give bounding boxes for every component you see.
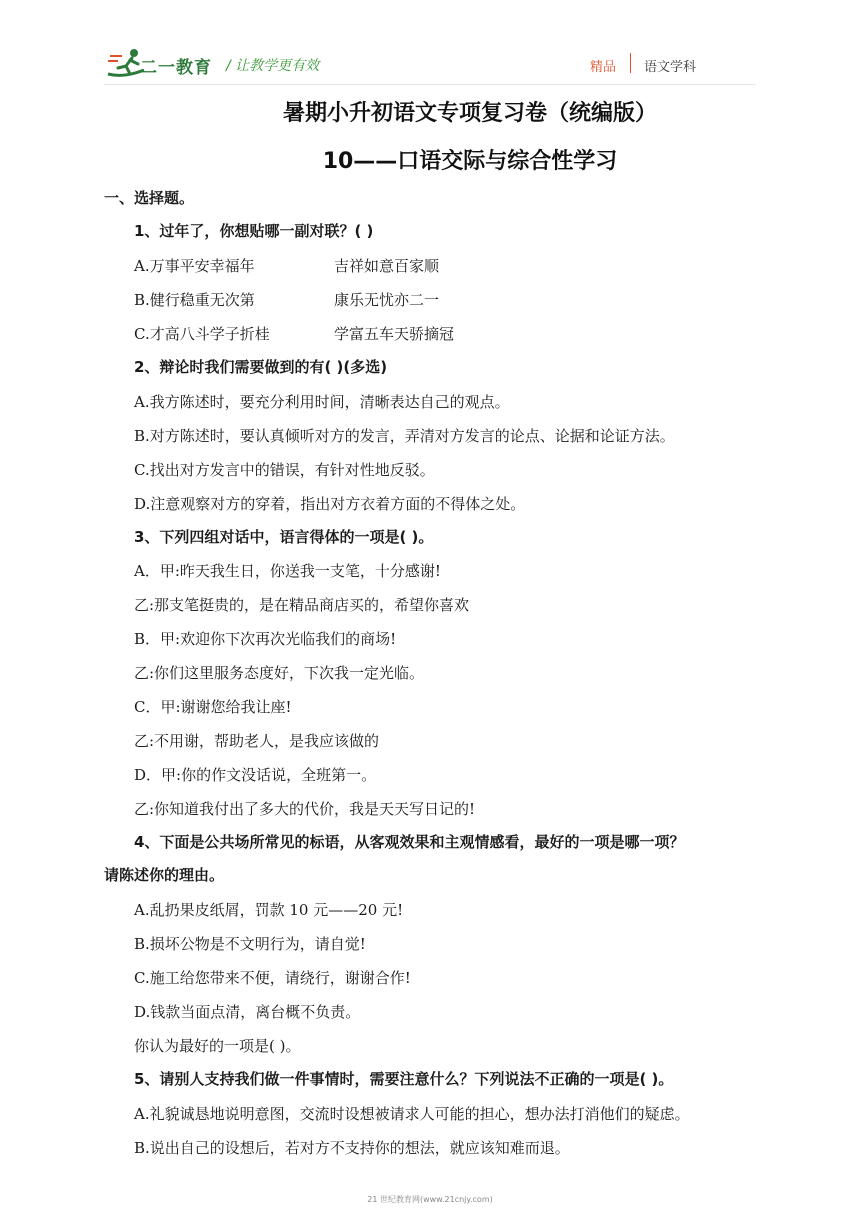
brand-divider	[630, 53, 631, 73]
q3-line: 乙:不用谢，帮助老人，是我应该做的	[134, 732, 380, 750]
q4-answer-blank: 你认为最好的一项是( )。	[134, 1037, 301, 1055]
q3-line: D．甲:你的作文没话说，全班第一。	[134, 766, 377, 784]
subject-label: 语文学科	[644, 60, 697, 75]
page-footer: 21 世纪教育网(www.21cnjy.com)	[367, 1195, 493, 1204]
q5-option-a: A.礼貌诚恳地说明意图，交流时设想被请求人可能的担心，想办法打消他们的疑虑。	[134, 1105, 690, 1123]
page-title: 暑期小升初语文专项复习卷（统编版）	[282, 101, 657, 126]
logo-text: 二一教育	[140, 58, 212, 78]
q1-option-b-right: 康乐无忧亦二一	[334, 291, 440, 309]
q4-option-a: A.乱扔果皮纸屑，罚款 10 元——20 元!	[134, 901, 404, 919]
q1-option-a-left: A.万事平安幸福年	[134, 257, 255, 275]
question-1-stem: 1、过年了，你想贴哪一副对联？( )	[134, 222, 374, 240]
q4-option-b: B.损坏公物是不文明行为，请自觉!	[134, 935, 366, 953]
slogan: / 让教学更有效	[226, 58, 320, 74]
question-2-stem: 2、辩论时我们需要做到的有( )(多选)	[134, 358, 388, 376]
q4-option-c: C.施工给您带来不便，请绕行，谢谢合作!	[134, 969, 411, 987]
q3-line: C．甲:谢谢您给我让座!	[134, 698, 292, 716]
question-4-stem: 4、下面是公共场所常见的标语，从客观效果和主观情感看，最好的一项是哪一项？	[134, 833, 685, 851]
q2-option-a: A.我方陈述时，要充分利用时间，清晰表达自己的观点。	[134, 393, 510, 411]
q2-option-c: C.找出对方发言中的错误，有针对性地反驳。	[134, 461, 435, 479]
q1-option-c-right: 学富五车天骄摘冠	[334, 325, 455, 343]
q3-line: B．甲:欢迎你下次再次光临我们的商场!	[134, 630, 397, 648]
q1-option-b-left: B.健行稳重无次第	[134, 291, 255, 309]
question-3-stem: 3、下列四组对话中，语言得体的一项是( )。	[134, 528, 434, 546]
question-4-stem-cont: 请陈述你的理由。	[104, 866, 225, 884]
q1-option-a-right: 吉祥如意百家顺	[334, 257, 440, 275]
q1-option-c-left: C.才高八斗学子折桂	[134, 325, 270, 343]
section-heading: 一、选择题。	[104, 189, 195, 207]
q3-line: 乙:你们这里服务态度好，下次我一定光临。	[134, 664, 425, 682]
q4-option-d: D.钱款当面点清，离台概不负责。	[134, 1003, 361, 1021]
page-header	[0, 0, 860, 92]
q3-line: 乙:你知道我付出了多大的代价，我是天天写日记的!	[134, 800, 476, 818]
brand-label: 精品	[590, 60, 617, 75]
page-subtitle: 10——口语交际与综合性学习	[322, 149, 618, 174]
q5-option-b: B.说出自己的设想后，若对方不支持你的想法，就应该知难而退。	[134, 1139, 570, 1157]
q3-line: 乙:那支笔挺贵的，是在精品商店买的，希望你喜欢	[134, 596, 470, 614]
q2-option-d: D.注意观察对方的穿着，指出对方衣着方面的不得体之处。	[134, 495, 526, 513]
q3-line: A．甲:昨天我生日，你送我一支笔，十分感谢!	[134, 562, 441, 580]
q2-option-b: B.对方陈述时，要认真倾听对方的发言，弄清对方发言的论点、论据和论证方法。	[134, 427, 675, 445]
question-5-stem: 5、请别人支持我们做一件事情时，需要注意什么？下列说法不正确的一项是( )。	[134, 1070, 674, 1088]
header-divider	[104, 84, 756, 85]
